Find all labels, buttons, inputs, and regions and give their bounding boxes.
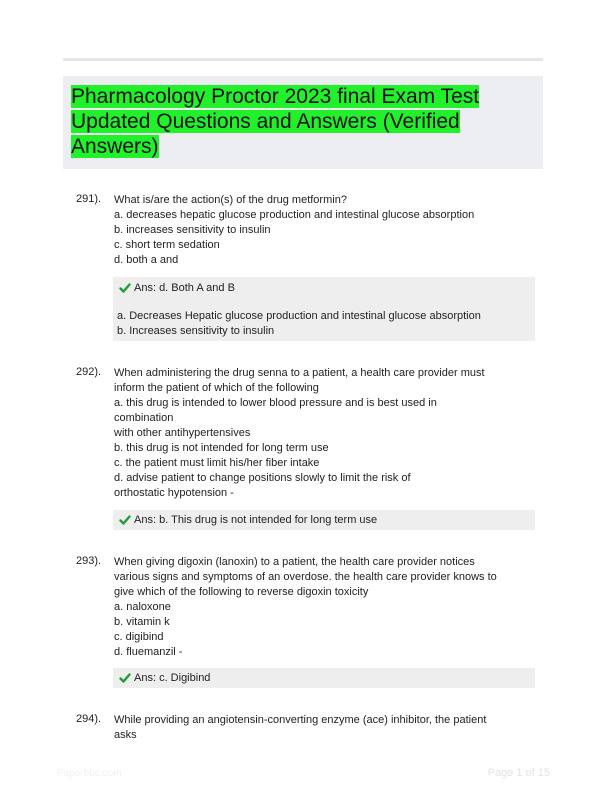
question-line: asks — [114, 729, 137, 741]
answer-text: Ans: c. Digibind — [134, 671, 211, 684]
question-line: c. digibind — [114, 631, 164, 643]
answer-line — [113, 278, 535, 297]
question-line: b. increases sensitivity to insulin — [114, 224, 271, 236]
answer-text: Ans: d. Both A and B — [134, 281, 235, 294]
page-number: Page 1 of 15 — [487, 767, 550, 779]
check-icon — [119, 282, 131, 294]
question-number: 292). — [76, 366, 102, 378]
question-line: d. fluemanzil - — [114, 646, 183, 658]
page-title — [71, 84, 535, 159]
question-line: When giving digoxin (lanoxin) to a patient, the health care provider notices — [114, 556, 475, 568]
top-rule — [63, 58, 543, 61]
question-number: 293). — [76, 555, 102, 567]
explanation-line: b. Increases sensitivity to insulin — [117, 325, 275, 337]
explanation-line: a. Decreases Hepatic glucose production and intestinal glucose absorption — [117, 310, 481, 322]
question-line: While providing an angiotensin-converting enzyme (ace) inhibitor, the patient — [114, 714, 487, 726]
footer-site: Paperbbc.com — [57, 768, 122, 779]
title-line-3: Answers) — [71, 135, 159, 158]
question-line: orthostatic hypotension - — [114, 487, 234, 499]
answer-line — [113, 668, 535, 687]
check-icon — [119, 672, 131, 684]
question-text — [114, 193, 494, 268]
answer-text: Ans: b. This drug is not intended for long term use — [134, 513, 378, 526]
question-line: inform the patient of which of the following — [114, 382, 319, 394]
title-line-2: Updated Questions and Answers (Verified — [71, 110, 460, 133]
question-line: b. vitamin k — [114, 616, 170, 628]
question-line: various signs and symptoms of an overdose. the health care provider knows to — [114, 571, 497, 583]
title-box — [63, 76, 543, 169]
answer-box — [113, 510, 535, 530]
question-line: give which of the following to reverse digoxin toxicity — [114, 586, 369, 598]
question-number: 294). — [76, 713, 102, 725]
answer-explanation — [113, 309, 535, 339]
question-number: 291). — [76, 193, 102, 205]
question-line: b. this drug is not intended for long term use — [114, 442, 329, 454]
question-line: a. naloxone — [114, 601, 171, 613]
question-line: What is/are the action(s) of the drug metformin? — [114, 194, 347, 206]
question-line: a. decreases hepatic glucose production and intestinal glucose absorption — [114, 209, 475, 221]
answer-box — [113, 668, 535, 688]
question-line: When administering the drug senna to a patient, a health care provider must — [114, 367, 485, 379]
question-text — [114, 555, 497, 660]
question-line: with other antihypertensives — [114, 427, 251, 439]
question-line: c. the patient must limit his/her fiber intake — [114, 457, 320, 469]
question-line: a. this drug is intended to lower blood pressure and is best used in — [114, 397, 437, 409]
answer-line — [113, 510, 535, 529]
title-line-1: Pharmacology Proctor 2023 final Exam Test — [71, 85, 480, 108]
check-icon — [119, 514, 131, 526]
question-text — [114, 713, 494, 743]
question-line: c. short term sedation — [114, 239, 220, 251]
question-line: combination — [114, 412, 174, 424]
question-line: d. both a and — [114, 254, 179, 266]
answer-box — [113, 277, 535, 341]
question-line: d. advise patient to change positions slowly to limit the risk of — [114, 472, 411, 484]
question-text — [114, 366, 494, 501]
